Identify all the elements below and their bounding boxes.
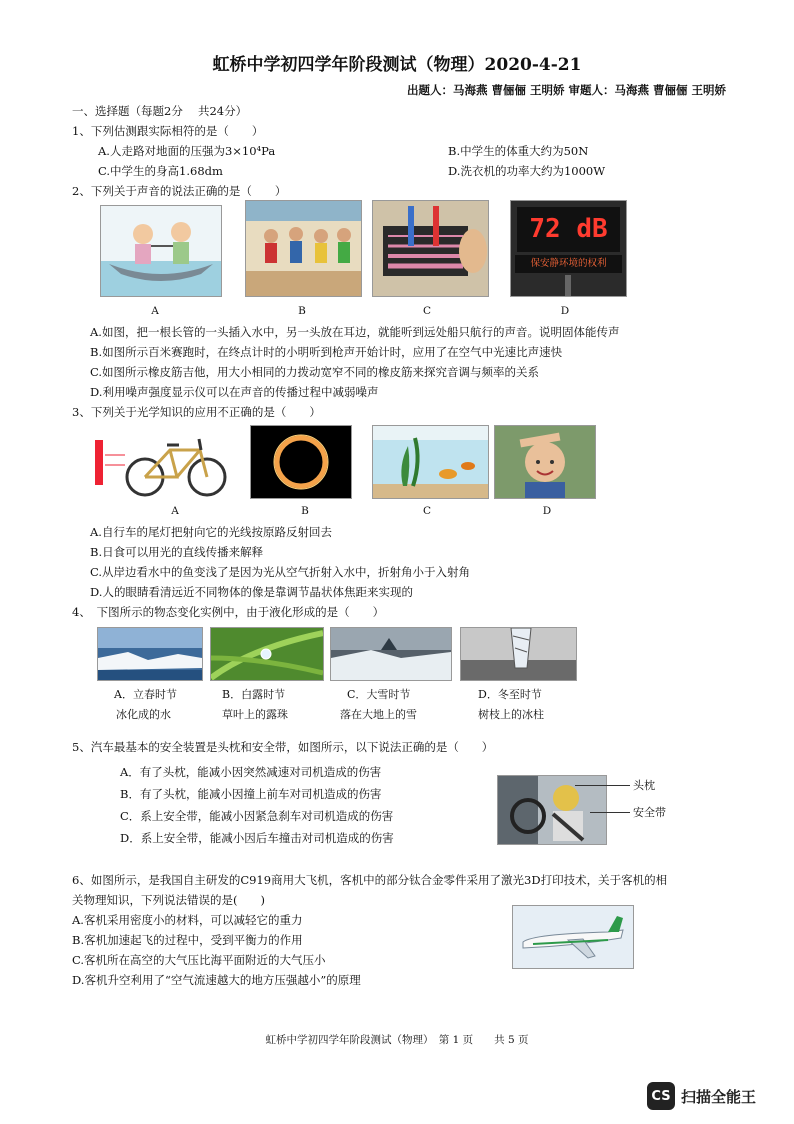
q2-label-b: B <box>298 305 306 317</box>
q4-caption-a-line1: A．立春时节 <box>114 688 177 701</box>
dew-on-grass-illustration <box>211 628 323 680</box>
boy-looking-far-illustration <box>495 426 595 498</box>
q4-image-dew <box>210 627 324 681</box>
q3-label-a: A <box>171 505 179 517</box>
label-headrest: 头枕 <box>633 779 655 792</box>
q2-image-guitar <box>372 200 489 297</box>
q1-option-d: D.洗衣机的功率大约为1000W <box>448 164 606 178</box>
boat-illustration <box>101 206 221 296</box>
q3-image-boy <box>494 425 596 499</box>
camscanner-logo-icon: CS <box>647 1082 675 1110</box>
q2-image-noise-meter <box>510 200 627 297</box>
q3-image-fish <box>372 425 489 499</box>
q3-option-c: C.从岸边看水中的鱼变浅了是因为光从空气折射入水中，折射角小于入射角 <box>90 565 471 579</box>
noise-meter-display: 72 dB <box>517 207 620 252</box>
q2-stem: 2、下列关于声音的说法正确的是（ ） <box>72 184 287 198</box>
snow-on-ground-illustration <box>331 628 451 680</box>
q2-option-c: C.如图所示橡皮筋吉他，用大小相同的力拨动宽窄不同的橡皮筋来探究音调与频率的关系 <box>90 365 540 379</box>
q3-image-eclipse <box>250 425 352 499</box>
q5-option-a: A．有了头枕，能减小因突然减速对司机造成的伤害 <box>120 765 382 779</box>
icicle-on-branch-illustration <box>461 628 576 680</box>
q4-image-ice-melt <box>97 627 203 681</box>
q6-stem-line1: 6、如图所示，是我国自主研发的C919商用大飞机，客机中的部分钛合金零件采用了激光3D打印技术，关于客机的相 <box>72 873 668 887</box>
q4-caption-d-line1: D．冬至时节 <box>478 688 542 701</box>
q4-caption-b-line2: 草叶上的露珠 <box>222 708 288 721</box>
q3-image-bicycle <box>95 425 235 500</box>
page-footer: 虹桥中学初四学年阶段测试（物理） 第 1 页 共 5 页 <box>265 1034 529 1046</box>
q2-option-d: D.利用噪声强度显示仪可以在声音的传播过程中减弱噪声 <box>90 385 379 399</box>
q4-image-snow <box>330 627 452 681</box>
authors-line: 出题人：马海燕 曹俪俪 王明娇 审题人：马海燕 曹俪俪 王明娇 <box>406 83 726 97</box>
q4-caption-b-line1: B．白露时节 <box>222 688 286 701</box>
q2-option-a: A.如图，把一根长管的一头插入水中，另一头放在耳边，就能听到远处船只航行的声音。说明固体能传声 <box>90 325 620 339</box>
q6-image-c919 <box>512 905 634 969</box>
q5-option-c: C．系上安全带，能减小因紧急刹车对司机造成的伤害 <box>120 809 394 823</box>
q1-option-a: A.人走路对地面的压强为3×10⁴Pa <box>98 144 276 158</box>
q1-option-b: B.中学生的体重大约为50N <box>448 144 589 158</box>
q4-image-icicle <box>460 627 577 681</box>
q2-label-d: D <box>560 305 570 317</box>
bicycle-illustration <box>95 425 235 500</box>
car-seat-dummy-illustration <box>498 776 606 844</box>
headrest-pointer-line <box>575 785 630 786</box>
fish-in-water-illustration <box>373 426 488 498</box>
q3-option-d: D.人的眼睛看清远近不同物体的像是靠调节晶状体焦距来实现的 <box>90 585 413 599</box>
q3-label-b: B <box>301 505 309 517</box>
q3-stem: 3、下列关于光学知识的应用不正确的是（ ） <box>72 405 321 419</box>
page-title: 虹桥中学初四学年阶段测试（物理）2020-4-21 <box>212 55 582 75</box>
q3-option-b: B.日食可以用光的直线传播来解释 <box>90 545 264 559</box>
q1-stem: 1、下列估测跟实际相符的是（ ） <box>72 124 264 138</box>
q5-option-b: B．有了头枕，能减小因撞上前车对司机造成的伤害 <box>120 787 382 801</box>
q3-label-c: C <box>422 505 432 517</box>
q4-caption-d-line2: 树枝上的冰柱 <box>478 708 544 721</box>
q6-option-d: D.客机升空利用了“空气流速越大的地方压强越小”的原理 <box>72 973 361 987</box>
seatbelt-pointer-line <box>590 812 630 813</box>
q2-image-boat <box>100 205 222 297</box>
q2-option-b: B.如图所示百米赛跑时，在终点计时的小明听到枪声开始计时，应用了在空气中光速比声速快 <box>90 345 563 359</box>
q5-stem: 5、汽车最基本的安全装置是头枕和安全带，如图所示，以下说法正确的是（ ） <box>72 740 494 754</box>
q2-label-a: A <box>151 305 159 317</box>
q4-caption-a-line2: 冰化成的水 <box>116 708 171 721</box>
q2-label-c: C <box>422 305 432 317</box>
race-illustration <box>246 201 361 296</box>
q6-option-a: A.客机采用密度小的材料，可以减轻它的重力 <box>72 913 303 927</box>
c919-airplane-illustration <box>513 906 633 968</box>
q1-option-c: C.中学生的身高1.68dm <box>98 164 223 178</box>
q4-caption-c-line2: 落在大地上的雪 <box>340 708 417 721</box>
rubber-band-guitar-illustration <box>373 201 488 296</box>
camscanner-text: 扫描全能王 <box>681 1087 757 1106</box>
solar-eclipse-illustration <box>251 426 351 498</box>
label-seatbelt: 安全带 <box>633 806 666 819</box>
noise-meter-pole <box>565 275 571 296</box>
camscanner-watermark <box>647 1082 756 1110</box>
q5-option-d: D．系上安全带，能减小因后车撞击对司机造成的伤害 <box>120 831 394 845</box>
q6-stem-line2: 关物理知识，下列说法错误的是( ) <box>72 893 265 907</box>
q3-option-a: A.自行车的尾灯把射向它的光线按原路反射回去 <box>90 525 332 539</box>
noise-meter-sign: 保安静环境的权利 <box>515 255 622 273</box>
q2-image-race <box>245 200 362 297</box>
q3-label-d: D <box>542 505 552 517</box>
q4-stem: 4、 下图所示的物态变化实例中，由于液化形成的是（ ） <box>72 605 385 619</box>
melting-ice-illustration <box>98 628 202 680</box>
q6-option-b: B.客机加速起飞的过程中，受到平衡力的作用 <box>72 933 303 947</box>
section-heading: 一、选择题（每题2分 共24分） <box>72 104 248 118</box>
q6-option-c: C.客机所在高空的大气压比海平面附近的大气压小 <box>72 953 326 967</box>
q4-caption-c-line1: C．大雪时节 <box>347 688 411 701</box>
